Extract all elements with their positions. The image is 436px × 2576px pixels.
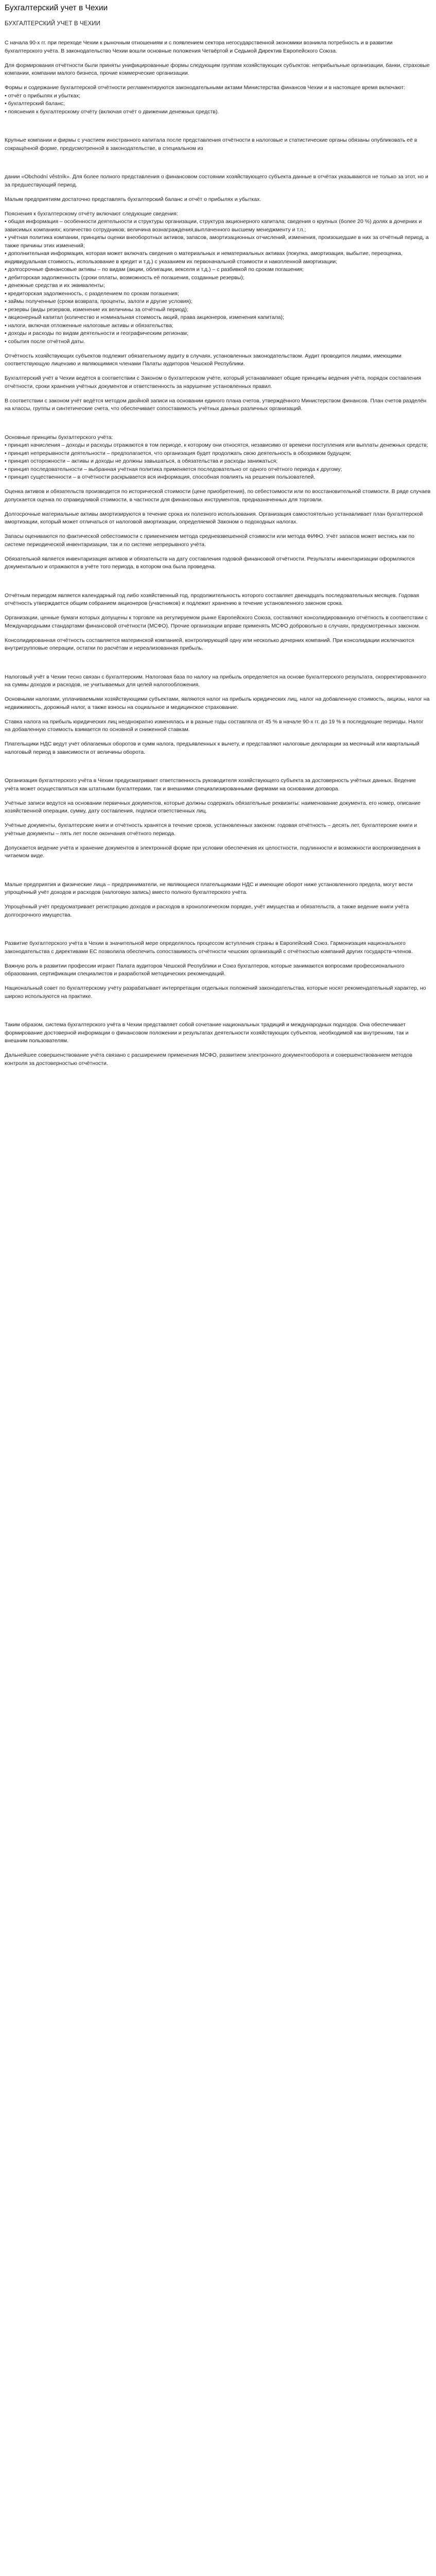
- article-paragraph: С начала 90-х гг. при переходе Чехии к рыночным отношениям и с появлением сектора негосударственной экономики возникла потребность и в развитии бухгалтерского учёта. В законодательство Чехии вошли основные положения Четвёртой и Седьмой Директив Европейского Союза.: [5, 40, 393, 54]
- article-paragraph: Важную роль в развитии профессии играют Палата аудиторов Чешской Республики и Союз бухгалтеров, которые занимаются вопросами профессионального образования, сертификации специалистов и разработкой методических рекомендаций.: [5, 962, 405, 977]
- article-paragraph: Обязательной является инвентаризация активов и обязательств на дату составления годовой финансовой отчётности. Результаты инвентаризации оформляются документально и отражаются в учёте того периода, в котором она была проведена.: [5, 555, 415, 570]
- article-paragraph: дании «Obchodní věstník». Для более полного представления о финансовом состоянии хозяйствующего субъекта данные в отчётах указываются не только за этот, но и за предшествующий период.: [5, 174, 428, 188]
- article-paragraph: Запасы оцениваются по фактической себестоимости с применением метода средневзвешенной стоимости или метода ФИФО. Учёт запасов может вестись как по системе периодической инвентаризации, так и по системе непрерывного учёта.: [5, 533, 414, 548]
- article-paragraph: Национальный совет по бухгалтерскому учёту разрабатывает интерпретации отдельных положений законодательства, которые носят рекомендательный характер, но широко используются на практике.: [5, 985, 426, 999]
- article-paragraph: Формы и содержание бухгалтерской отчётности регламентируются законодательными актами Министерства финансов Чехии и в настоящее время включают: • отчёт о прибылях и убытках; • бухгалтерский баланс; • пояснения к бухгалтерскому отчёту (включая отчёт о движении денежных средств).: [5, 84, 406, 115]
- paragraph-spacer: [5, 763, 431, 771]
- article-paragraph: Долгосрочные материальные активы амортизируются в течение срока их полезного использования. Организация самостоятельно устанавливает план бухгалтерской амортизации, который может отличаться от налоговой амортизации, определяемой Законом о подоходных налогах.: [5, 511, 423, 525]
- paragraph-spacer: [5, 419, 431, 427]
- article-paragraph: Учётные документы, бухгалтерские книги и отчётность хранятся в течение сроков, установленных законом: годовая отчётность – десять лет, бухгалтерские книги и учётные документы – пять лет после окончания отчётного периода.: [5, 822, 417, 837]
- paragraph-spacer: [5, 926, 431, 934]
- article-paragraph: Ставка налога на прибыль юридических лиц неоднократно изменялась и в разные годы составляла от 45 % в начале 90-х гг. до 19 % в последующие периоды. Налог на добавленную стоимость взимается по основной и сниженной ставкам.: [5, 718, 424, 733]
- paragraph-spacer: [5, 867, 431, 874]
- article-paragraph: Консолидированная отчётность составляется материнской компанией, контролирующей одну или несколько дочерних компаний. При консолидации исключаются внутригрупповые операции, остатки по расчётам и нереализованная прибыль.: [5, 637, 414, 651]
- article-paragraph: Отчётным периодом является календарный год либо хозяйственный год, продолжительность которого составляет двенадцать последовательных месяцев. Годовая отчётность утверждается общим собранием акционеров (участников) и подлежит хранению в течение установленного законом срока.: [5, 592, 419, 606]
- paragraph-spacer: [5, 159, 431, 167]
- article-paragraph: Бухгалтерский учёт в Чехии ведётся в соответствии с Законом о бухгалтерском учёте, который устанавливает общие принципы ведения учёта, порядок составления отчётности, сроки хранения учётных документов и ответственность за нарушение установленных правил.: [5, 375, 422, 389]
- paragraph-spacer: [5, 659, 431, 667]
- article-paragraph: Допускается ведение учёта и хранение документов в электронной форме при условии обеспечения их целостности, подлинности и возможности воспроизведения в читаемом виде.: [5, 844, 421, 859]
- article-paragraph: Развитие бухгалтерского учёта в Чехии в значительной мере определялось процессом вступления страны в Европейский Союз. Гармонизация национального законодательства с директивами ЕС позволила обеспечить сопоставимость отчётности чешских организаций с отчётностью компаний других государств-членов.: [5, 940, 413, 955]
- article-paragraph: Учётные записи ведутся на основании первичных документов, которые должны содержать обязательные реквизиты: наименование документа, его номер, описание хозяйственной операции, сумму, дату составления, подписи ответственных лиц.: [5, 800, 421, 814]
- article-paragraph: Таким образом, система бухгалтерского учёта в Чехии представляет собой сочетание национальных традиций и международных подходов. Она обеспечивает формирование достоверной информации о финансовом положении и результатах деятельности хозяйствующих субъектов, необходимой как внутренним, так и внешним пользователям.: [5, 1022, 409, 1044]
- article-paragraph: Организация бухгалтерского учёта в Чехии предусматривает ответственность руководителя хозяйствующего субъекта за достоверность учётных данных. Ведение учёта может осуществляться как штатными бухгалтерами, так и внешними специализированными фирмами на основании договора.: [5, 777, 416, 792]
- paragraph-spacer: [5, 1007, 431, 1015]
- article-paragraph: Для формирования отчётности были приняты унифицированные формы следующим группам хозяйствующих субъектов: неприбыльные организации, банки, страховые компании, компании малого бизнеса, прочие коммерческие организации.: [5, 62, 430, 76]
- article-paragraph: Организации, ценные бумаги которых допущены к торговле на регулируемом рынке Европейского Союза, составляют консолидированную отчётность в соответствии с Международными стандартами финансовой отчётности (МСФО). Прочие организации вправе применять МСФО добровольно в случаях, предусмотренных законом.: [5, 615, 428, 629]
- paragraph-spacer: [5, 123, 431, 130]
- article-paragraph: Основными налогами, уплачиваемыми хозяйствующими субъектами, являются налог на прибыль юридических лиц, налог на добавленную стоимость, акцизы, налог на недвижимость, дорожный налог, а также взносы на социальное и медицинское страхование.: [5, 696, 430, 710]
- paragraph-spacer: [5, 578, 431, 585]
- article-body: [5, 39, 431, 1067]
- article-paragraph: Основные принципы бухгалтерского учёта: • принцип начисления – доходы и расходы отражаются в том периоде, к которому они относятся, независимо от времени поступления или выплаты денежных средств; • принцип непрерывности деятельности – предполагается, что организация будет продолжать свою деятельность в обозримом будущем; • принцип осторожности – активы и доходы не должны завышаться, а обязательства и расходы занижаться; • принцип последовательности – выбранная учётная политика применяется последовательно от одного отчётного периода к другому; • принцип существенности – в отчётности раскрывается вся информация, способная повлиять на решения пользователей.: [5, 434, 428, 480]
- article-paragraph: Крупные компании и фирмы с участием иностранного капитала после представления отчётности в налоговые и статистические органы обязаны опубликовать её в сокращённой форме, предусмотренной в законодательстве, в специальном из: [5, 137, 417, 151]
- article-paragraph: Оценка активов и обязательств производится по исторической стоимости (цене приобретения), по себестоимости или по восстановительной стоимости. В ряде случаев допускается оценка по справедливой стоимости, в частности для финансовых инструментов, предназначенных для торговли.: [5, 488, 431, 503]
- article-paragraph: В соответствии с законом учёт ведётся методом двойной записи на основании единого плана счетов, утверждённого Министерством финансов. План счетов разделён на классы, группы и синтетические счета, что обеспечивает сопоставимость учётных данных различных организаций.: [5, 397, 427, 412]
- article-paragraph: Пояснения к бухгалтерскому отчёту включают следующие сведения: • общая информация – особенности деятельности и структуры организации, структура акционерного капитала; сведения о крупных (более 20 %) долях в дочерних и зависимых компаниях; количество сотрудников; величина вознаграждения,выплаченного высшему менеджменту и т.п.; • учётная политика компании, принципы оценки внеоборотных активов, запасов, амортизационных отчислений, изменения, произошедшие в них за отчётный период, а также причины этих изменений; • дополнительная информация, которая может включать сведения о материальных и нематериальных активах (покупка, амортизация, выбытие, переоценка, индивидуальная стоимость, использование в кредит и т.д.) с указанием их первоначальной стоимости и накопленной амортизации; • долгосрочные финансовые активы – по видам (акции, облигации, векселя и т.д.) – с разбивкой по срокам погашения; • дебиторская задолженность (сроки оплаты, возможность её погашения, созданные резервы); • денежные средства и их эквиваленты; • кредиторская задолженность, с разделением по срокам погашения; • займы полученные (сроки возврата, проценты, залоги и другие условия); • резервы (виды резервов, изменение их величины за отчётный период); • акционерный капитал (количество и номинальная стоимость акций, права акционеров, изменения капитала); • налоги, включая отложенные налоговые активы и обязательства; • доходы и расходы по видам деятельности и географическим регионам; • события после отчётной даты.: [5, 210, 429, 345]
- article-paragraph: Отчётность хозяйствующих субъектов подлежит обязательному аудиту в случаях, установленных законодательством. Аудит проводится лицами, имеющими соответствующую лицензию и являющимися членами Палаты аудиторов Чешской Республики.: [5, 352, 402, 367]
- page-title: Бухгалтерский учет в Чехии: [5, 4, 108, 12]
- article-paragraph: Упрощённый учёт предусматривает регистрацию доходов и расходов в хронологическом порядке, учёт имущества и обязательств, а также ведение книги учёта долгосрочного имущества.: [5, 904, 409, 918]
- article-paragraph: Малым предприятиям достаточно представлять бухгалтерский баланс и отчёт о прибылях и убытках.: [5, 196, 261, 202]
- article-paragraph: Дальнейшее совершенствование учёта связано с расширением применения МСФО, развитием электронного документооборота и совершенствованием методов контроля за достоверностью отчётности.: [5, 1052, 412, 1066]
- article-subtitle: БУХГАЛТЕРСКИЙ УЧЕТ В ЧЕХИИ: [5, 21, 101, 27]
- article-paragraph: Налоговый учёт в Чехии тесно связан с бухгалтерским. Налоговая база по налогу на прибыль определяется на основе бухгалтерского результата, скорректированного на суммы доходов и расходов, не учитываемых для целей налогообложения.: [5, 673, 426, 688]
- article-paragraph: Малые предприятия и физические лица – предприниматели, не являющиеся плательщиками НДС и имеющие оборот ниже установленного предела, могут вести упрощённый учёт доходов и расходов (налоговую запись) вместо полного бухгалтерского учёта.: [5, 881, 413, 895]
- article-paragraph: Плательщики НДС ведут учёт облагаемых оборотов и сумм налога, предъявленных к вычету, и представляют налоговые декларации за месячный или квартальный налоговый период в зависимости от величины оборота.: [5, 741, 420, 755]
